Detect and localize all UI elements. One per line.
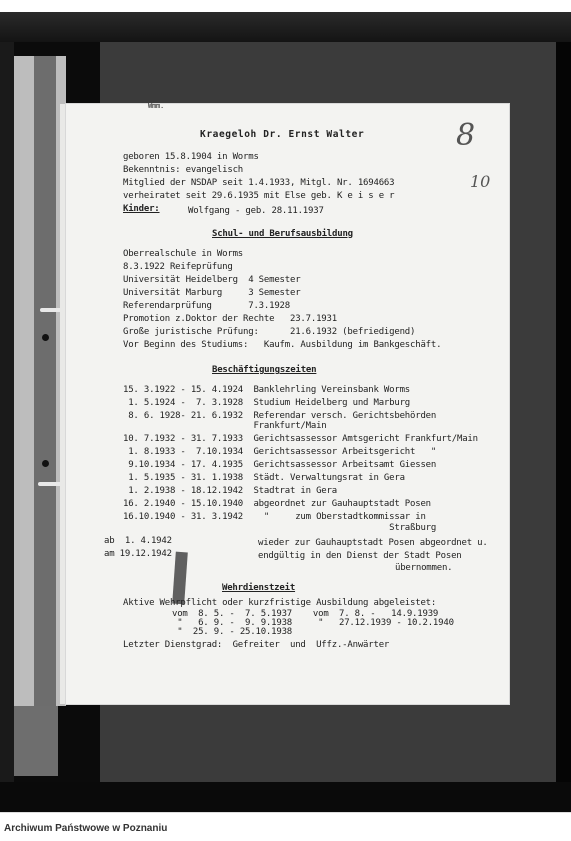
top-mark: Wmm. xyxy=(148,102,165,110)
am-date: am 19.12.1942 xyxy=(104,549,172,559)
employment-line: 1. 8.1933 - 7.10.1934 Gerichtsassessor Arbeitsgericht " xyxy=(123,447,437,457)
scan-left-edge xyxy=(0,42,14,812)
education-line: Oberrealschule in Worms xyxy=(123,249,244,259)
document-scan xyxy=(0,12,571,812)
employment-line: 15. 3.1922 - 15. 4.1924 Banklehrling Vereinsbank Worms xyxy=(123,385,411,395)
born-line: geboren 15.8.1904 in Worms xyxy=(123,152,259,162)
employment-line: 1. 5.1935 - 31. 1.1938 Städt. Verwaltungsrat in Gera xyxy=(123,473,405,483)
folder-shadow xyxy=(34,56,56,706)
education-line: Universität Heidelberg 4 Semester xyxy=(123,275,301,285)
education-line: 8.3.1922 Reifeprüfung xyxy=(123,262,233,272)
education-line: Referendarprüfung 7.3.1928 xyxy=(123,301,290,311)
am-text: endgültig in den Dienst der Stadt Posen xyxy=(258,551,462,561)
punch-hole-icon xyxy=(42,460,49,467)
employment-line: 16.10.1940 - 31. 3.1942 " zum Oberstadtkommissar in xyxy=(123,512,426,522)
scan-top-edge xyxy=(0,12,571,42)
married-line: verheiratet seit 29.6.1935 mit Else geb. K e i s e r xyxy=(123,191,395,201)
children-label: Kinder: xyxy=(123,204,160,214)
scan-bottom-edge xyxy=(0,782,571,812)
punch-hole-icon xyxy=(42,334,49,341)
employment-line: 9.10.1934 - 17. 4.1935 Gerichtsassessor Arbeitsamt Giessen xyxy=(123,460,437,470)
education-line: Vor Beginn des Studiums: Kaufm. Ausbildung im Bankgeschäft. xyxy=(123,340,442,350)
military-dates: " 25. 9. - 25.10.1938 xyxy=(172,627,293,637)
children-value: Wolfgang - geb. 28.11.1937 xyxy=(188,206,324,216)
archive-name: Archiwum Państwowe w Poznaniu xyxy=(4,823,168,834)
handwritten-page: 10 xyxy=(470,172,491,191)
employment-line: 10. 7.1932 - 31. 7.1933 Gerichtsassessor Amtsgericht Frankfurt/Main xyxy=(123,434,478,444)
military-line: Aktive Wehrpflicht oder kurzfristige Ausbildung abgeleistet: xyxy=(123,598,437,608)
am-text-continued: übernommen. xyxy=(395,563,453,573)
ab-text: wieder zur Gauhauptstadt Posen abgeordnet u. xyxy=(258,538,488,548)
archive-footer xyxy=(0,812,571,841)
military-dates: vom 8. 5. - 7. 5.1937 vom 7. 8. - 14.9.1939 xyxy=(172,609,439,619)
ab-date: ab 1. 4.1942 xyxy=(104,536,172,546)
nsdap-line: Mitglied der NSDAP seit 1.4.1933, Mitgl. Nr. 1694663 xyxy=(123,178,395,188)
employment-line: 1. 5.1924 - 7. 3.1928 Studium Heidelberg und Marburg xyxy=(123,398,411,408)
military-heading: Wehrdienstzeit xyxy=(222,583,296,593)
employment-line: 8. 6. 1928- 21. 6.1932 Referendar versch. Gerichtsbehörden xyxy=(123,411,437,421)
education-heading: Schul- und Berufsausbildung xyxy=(212,229,353,239)
employment-line: Frankfurt/Main xyxy=(123,421,327,431)
military-dates: " 6. 9. - 9. 9.1938 " 27.12.1939 - 10.2.1940 xyxy=(172,618,454,628)
confession-line: Bekenntnis: evangelisch xyxy=(123,165,244,175)
employment-line: 1. 2.1938 - 18.12.1942 Stadtrat in Gera xyxy=(123,486,337,496)
folder-lower xyxy=(14,706,58,776)
handwritten-number: 8 xyxy=(456,118,476,153)
employment-line: Straßburg xyxy=(123,523,437,533)
last-rank-line: Letzter Dienstgrad: Gefreiter und Uffz.-Anwärter xyxy=(123,640,390,650)
scan-right-edge xyxy=(556,42,571,812)
education-line: Universität Marburg 3 Semester xyxy=(123,288,301,298)
employment-heading: Beschäftigungszeiten xyxy=(212,365,317,375)
education-line: Große juristische Prüfung: 21.6.1932 (befriedigend) xyxy=(123,327,416,337)
document-title: Kraegeloh Dr. Ernst Walter xyxy=(200,129,365,140)
education-line: Promotion z.Doktor der Rechte 23.7.1931 xyxy=(123,314,337,324)
employment-line: 16. 2.1940 - 15.10.1940 abgeordnet zur Gauhauptstadt Posen xyxy=(123,499,431,509)
